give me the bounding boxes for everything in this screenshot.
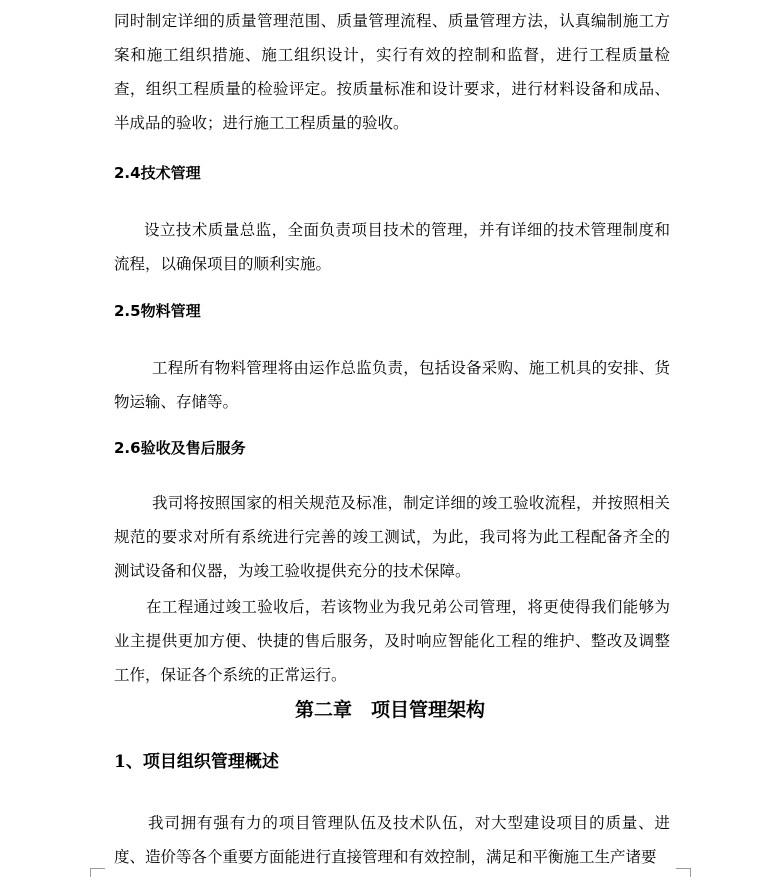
paragraph-material-management: 工程所有物料管理将由运作总监负责，包括设备采购、施工机具的安排、货物运输、存储等。	[114, 359, 670, 411]
section-title-organization-overview: 1、项目组织管理概述	[114, 752, 279, 772]
paragraph-quality-management: 同时制定详细的质量管理范围、质量管理流程、质量管理方法，认真编制施工方案和施工组织措施、施工组织设计，实行有效的控制和监督，进行工程质量检查，组织工程质量的检验评定。按质量标准和设计要求，进行材料设备和成品、半成品的验收；进行施工工程质量的验收。	[114, 12, 670, 132]
chapter-title: 第二章 项目管理架构	[294, 699, 485, 721]
paragraph-after-sales-service: 在工程通过竣工验收后，若该物业为我兄弟公司管理，将更使得我们能够为业主提供更加方便、快捷的售后服务，及时响应智能化工程的维护、整改及调整工作，保证各个系统的正常运行。	[114, 598, 670, 684]
heading-2-5-material-management: 2.5物料管理	[114, 302, 201, 320]
heading-2-4-technical-management: 2.4技术管理	[114, 164, 201, 182]
paragraph-technical-management: 设立技术质量总监，全面负责项目技术的管理，并有详细的技术管理制度和流程，以确保项目的顺利实施。	[114, 221, 670, 273]
paragraph-organization-overview: 我司拥有强有力的项目管理队伍及技术队伍，对大型建设项目的质量、进度、造价等各个重要方面能进行直接管理和有效控制，满足和平衡施工生产诸要	[114, 814, 670, 866]
paragraph-acceptance: 我司将按照国家的相关规范及标准，制定详细的竣工验收流程，并按照相关规范的要求对所有系统进行完善的竣工测试，为此，我司将为此工程配备齐全的测试设备和仪器，为竣工验收提供充分的技术保障。	[114, 494, 670, 580]
heading-2-6-acceptance-and-service: 2.6验收及售后服务	[114, 439, 246, 457]
